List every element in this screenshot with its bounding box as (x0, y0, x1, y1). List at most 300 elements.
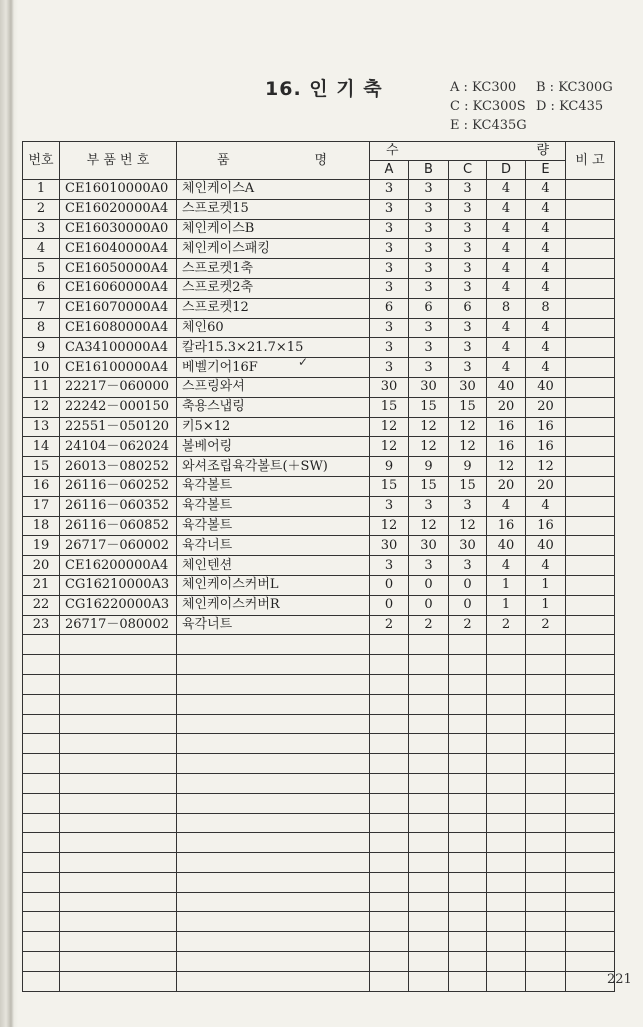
row-qty: 3 (370, 358, 409, 378)
row-qty: 15 (409, 476, 449, 496)
empty-cell (177, 734, 370, 754)
row-part-number: CE16060000A4 (60, 278, 177, 298)
empty-cell (409, 813, 449, 833)
empty-cell (566, 714, 615, 734)
empty-cell (526, 793, 566, 813)
empty-row (23, 674, 615, 694)
empty-cell (449, 892, 487, 912)
row-part-number: 26717－060002 (60, 536, 177, 556)
row-qty: 4 (487, 239, 526, 259)
empty-cell (23, 971, 60, 991)
row-qty: 16 (526, 516, 566, 536)
row-qty: 3 (449, 239, 487, 259)
row-remarks (566, 516, 615, 536)
row-qty: 40 (487, 377, 526, 397)
row-qty: 4 (487, 556, 526, 576)
empty-cell (23, 892, 60, 912)
row-part-number: CE16010000A0 (60, 180, 177, 200)
row-qty: 16 (487, 516, 526, 536)
model-code: B : KC300G (536, 80, 613, 95)
row-part-name: 베벨기어16F (177, 358, 370, 378)
row-qty: 40 (487, 536, 526, 556)
row-part-number: CG16220000A3 (60, 595, 177, 615)
empty-cell (487, 694, 526, 714)
row-part-name: 체인케이스패킹 (177, 239, 370, 259)
row-qty: 6 (409, 298, 449, 318)
empty-cell (566, 674, 615, 694)
empty-cell (23, 773, 60, 793)
empty-row (23, 754, 615, 774)
empty-row (23, 773, 615, 793)
row-remarks (566, 536, 615, 556)
row-qty: 12 (409, 516, 449, 536)
empty-cell (526, 912, 566, 932)
empty-cell (23, 932, 60, 952)
empty-cell (566, 892, 615, 912)
table-row (23, 437, 615, 457)
row-no: 22 (23, 595, 60, 615)
empty-cell (23, 674, 60, 694)
table-row (23, 397, 615, 417)
row-qty: 12 (526, 457, 566, 477)
empty-cell (487, 793, 526, 813)
row-qty: 40 (526, 536, 566, 556)
empty-cell (409, 833, 449, 853)
empty-cell (449, 971, 487, 991)
model-code: D : KC435 (536, 99, 604, 114)
row-remarks (566, 219, 615, 239)
row-part-number: CE16070000A4 (60, 298, 177, 318)
empty-cell (566, 793, 615, 813)
row-qty: 3 (409, 338, 449, 358)
row-part-number: CE16100000A4 (60, 358, 177, 378)
empty-cell (60, 734, 177, 754)
empty-cell (60, 971, 177, 991)
empty-cell (177, 833, 370, 853)
empty-cell (23, 872, 60, 892)
empty-cell (487, 932, 526, 952)
header-quantity-right: 량 (536, 143, 549, 158)
row-part-name: 체인케이스B (177, 219, 370, 239)
row-no: 15 (23, 457, 60, 477)
row-part-name: 칼라15.3×21.7×15 (177, 338, 370, 358)
empty-cell (23, 635, 60, 655)
row-remarks (566, 457, 615, 477)
header-part-number: 부 품 번 호 (60, 142, 177, 180)
row-qty: 12 (449, 516, 487, 536)
empty-cell (487, 655, 526, 675)
row-qty: 15 (370, 397, 409, 417)
row-no: 16 (23, 476, 60, 496)
empty-cell (526, 952, 566, 972)
row-qty: 4 (526, 556, 566, 576)
header-qty-col: C (449, 161, 487, 180)
row-part-number: CE16050000A4 (60, 259, 177, 279)
empty-cell (60, 674, 177, 694)
row-qty: 3 (449, 278, 487, 298)
row-remarks (566, 575, 615, 595)
row-qty: 2 (526, 615, 566, 635)
empty-cell (409, 734, 449, 754)
row-qty: 20 (487, 397, 526, 417)
empty-cell (23, 952, 60, 972)
row-qty: 4 (526, 318, 566, 338)
row-qty: 1 (526, 575, 566, 595)
row-qty: 3 (409, 239, 449, 259)
empty-cell (60, 892, 177, 912)
check-mark-icon: ✓ (298, 355, 309, 369)
empty-cell (23, 813, 60, 833)
row-qty: 6 (370, 298, 409, 318)
row-qty: 12 (370, 437, 409, 457)
row-qty: 3 (409, 318, 449, 338)
row-part-name: 체인케이스커버R (177, 595, 370, 615)
header-qty-col: A (370, 161, 409, 180)
empty-cell (23, 754, 60, 774)
empty-cell (409, 773, 449, 793)
empty-cell (60, 872, 177, 892)
row-qty: 12 (449, 437, 487, 457)
row-qty: 9 (370, 457, 409, 477)
empty-cell (449, 773, 487, 793)
row-remarks (566, 298, 615, 318)
row-qty: 3 (409, 219, 449, 239)
row-qty: 30 (409, 377, 449, 397)
empty-cell (566, 754, 615, 774)
empty-row (23, 714, 615, 734)
row-part-name: 축용스냅링 (177, 397, 370, 417)
row-qty: 12 (370, 417, 409, 437)
empty-row (23, 833, 615, 853)
table-row (23, 318, 615, 338)
empty-cell (449, 635, 487, 655)
empty-row (23, 813, 615, 833)
row-no: 9 (23, 338, 60, 358)
empty-cell (409, 912, 449, 932)
row-qty: 4 (487, 219, 526, 239)
table-row (23, 298, 615, 318)
row-qty: 0 (370, 575, 409, 595)
row-no: 10 (23, 358, 60, 378)
empty-cell (177, 793, 370, 813)
table-row (23, 536, 615, 556)
empty-cell (370, 674, 409, 694)
header-part-name (177, 142, 370, 180)
model-code: E : KC435G (450, 118, 527, 133)
table-row (23, 417, 615, 437)
empty-cell (370, 813, 409, 833)
empty-row (23, 635, 615, 655)
row-qty: 30 (409, 536, 449, 556)
row-qty: 3 (449, 180, 487, 200)
empty-cell (449, 754, 487, 774)
table-header (23, 142, 615, 180)
row-qty: 3 (370, 199, 409, 219)
table-row (23, 575, 615, 595)
empty-cell (526, 655, 566, 675)
empty-cell (449, 912, 487, 932)
empty-cell (370, 694, 409, 714)
row-part-number: CG16210000A3 (60, 575, 177, 595)
empty-cell (409, 793, 449, 813)
row-qty: 1 (487, 575, 526, 595)
row-qty: 4 (526, 358, 566, 378)
row-qty: 20 (526, 476, 566, 496)
empty-cell (487, 952, 526, 972)
row-qty: 15 (449, 397, 487, 417)
empty-cell (526, 932, 566, 952)
row-part-name: 체인케이스커버L (177, 575, 370, 595)
row-qty: 30 (370, 536, 409, 556)
empty-cell (526, 754, 566, 774)
empty-cell (566, 833, 615, 853)
row-part-number: 22217－060000 (60, 377, 177, 397)
table-row (23, 338, 615, 358)
empty-cell (449, 952, 487, 972)
row-remarks (566, 278, 615, 298)
empty-cell (370, 892, 409, 912)
empty-cell (449, 813, 487, 833)
empty-row (23, 952, 615, 972)
empty-cell (449, 853, 487, 873)
row-qty: 4 (526, 219, 566, 239)
empty-cell (566, 734, 615, 754)
empty-cell (409, 635, 449, 655)
row-remarks (566, 615, 615, 635)
empty-cell (526, 892, 566, 912)
empty-cell (370, 734, 409, 754)
empty-cell (177, 971, 370, 991)
row-remarks (566, 417, 615, 437)
empty-cell (60, 813, 177, 833)
row-qty: 15 (449, 476, 487, 496)
table-row (23, 239, 615, 259)
empty-cell (409, 952, 449, 972)
empty-cell (60, 833, 177, 853)
empty-cell (177, 773, 370, 793)
empty-cell (60, 694, 177, 714)
empty-cell (409, 971, 449, 991)
row-qty: 3 (409, 180, 449, 200)
row-part-number: 22551－050120 (60, 417, 177, 437)
row-qty: 20 (526, 397, 566, 417)
row-qty: 3 (370, 259, 409, 279)
empty-cell (409, 674, 449, 694)
empty-cell (409, 754, 449, 774)
row-qty: 3 (449, 358, 487, 378)
row-qty: 15 (370, 476, 409, 496)
empty-cell (370, 773, 409, 793)
row-part-name: 와셔조립육각볼트(＋SW) (177, 457, 370, 477)
header-no: 번호 (23, 142, 60, 180)
empty-cell (487, 714, 526, 734)
row-qty: 2 (370, 615, 409, 635)
table-body (23, 180, 615, 992)
row-remarks (566, 199, 615, 219)
row-remarks (566, 556, 615, 576)
header-remarks: 비 고 (566, 142, 615, 180)
row-qty: 30 (370, 377, 409, 397)
row-qty: 3 (449, 338, 487, 358)
empty-cell (370, 714, 409, 734)
empty-cell (60, 952, 177, 972)
row-qty: 3 (370, 338, 409, 358)
row-qty: 0 (409, 575, 449, 595)
row-remarks (566, 358, 615, 378)
row-no: 4 (23, 239, 60, 259)
model-legend-row (450, 116, 630, 135)
empty-cell (487, 674, 526, 694)
row-qty: 3 (409, 556, 449, 576)
row-qty: 3 (370, 556, 409, 576)
empty-cell (526, 773, 566, 793)
empty-row (23, 971, 615, 991)
header-quantity (370, 142, 566, 161)
row-part-number: CE16030000A0 (60, 219, 177, 239)
row-no: 21 (23, 575, 60, 595)
row-qty: 3 (409, 358, 449, 378)
empty-cell (566, 952, 615, 972)
empty-row (23, 655, 615, 675)
empty-cell (370, 912, 409, 932)
row-no: 6 (23, 278, 60, 298)
empty-cell (23, 833, 60, 853)
row-part-number: 24104－062024 (60, 437, 177, 457)
empty-cell (23, 912, 60, 932)
empty-cell (177, 813, 370, 833)
empty-cell (177, 635, 370, 655)
empty-row (23, 853, 615, 873)
empty-cell (487, 833, 526, 853)
row-qty: 16 (487, 417, 526, 437)
row-part-number: 26116－060852 (60, 516, 177, 536)
table-row (23, 556, 615, 576)
row-no: 8 (23, 318, 60, 338)
empty-cell (449, 872, 487, 892)
empty-cell (177, 853, 370, 873)
page-title: 16. 인 기 축 (265, 78, 383, 100)
table-row (23, 199, 615, 219)
empty-cell (566, 932, 615, 952)
empty-cell (566, 912, 615, 932)
row-qty: 0 (409, 595, 449, 615)
empty-cell (409, 853, 449, 873)
empty-cell (409, 714, 449, 734)
empty-cell (526, 734, 566, 754)
empty-cell (487, 853, 526, 873)
empty-cell (566, 813, 615, 833)
empty-row (23, 793, 615, 813)
empty-cell (487, 971, 526, 991)
empty-cell (526, 872, 566, 892)
empty-cell (60, 714, 177, 734)
empty-cell (177, 872, 370, 892)
empty-cell (370, 952, 409, 972)
empty-cell (23, 853, 60, 873)
empty-cell (449, 714, 487, 734)
empty-cell (177, 932, 370, 952)
row-qty: 3 (370, 318, 409, 338)
empty-cell (60, 754, 177, 774)
row-qty: 4 (526, 496, 566, 516)
row-qty: 3 (409, 259, 449, 279)
empty-cell (177, 674, 370, 694)
row-qty: 16 (526, 437, 566, 457)
row-qty: 2 (409, 615, 449, 635)
empty-cell (60, 635, 177, 655)
row-qty: 16 (487, 437, 526, 457)
row-no: 13 (23, 417, 60, 437)
empty-cell (60, 932, 177, 952)
row-part-name: 스프로켓2축 (177, 278, 370, 298)
empty-cell (177, 952, 370, 972)
row-part-name: 볼베어링 (177, 437, 370, 457)
row-qty: 4 (526, 239, 566, 259)
row-part-number: 26013－080252 (60, 457, 177, 477)
empty-row (23, 872, 615, 892)
row-no: 23 (23, 615, 60, 635)
empty-cell (23, 655, 60, 675)
model-code: A : KC300 (450, 80, 517, 95)
row-qty: 4 (487, 338, 526, 358)
empty-cell (177, 714, 370, 734)
empty-row (23, 912, 615, 932)
row-qty: 3 (409, 278, 449, 298)
row-no: 11 (23, 377, 60, 397)
empty-cell (449, 833, 487, 853)
empty-cell (566, 853, 615, 873)
row-qty: 12 (370, 516, 409, 536)
row-part-name: 스프링와셔 (177, 377, 370, 397)
empty-cell (23, 793, 60, 813)
empty-cell (449, 694, 487, 714)
row-part-name: 육각볼트 (177, 516, 370, 536)
row-qty: 16 (526, 417, 566, 437)
row-qty: 40 (526, 377, 566, 397)
row-qty: 4 (487, 278, 526, 298)
empty-cell (487, 754, 526, 774)
empty-cell (177, 754, 370, 774)
row-part-number: CE16020000A4 (60, 199, 177, 219)
row-part-number: CE16040000A4 (60, 239, 177, 259)
empty-cell (526, 694, 566, 714)
model-code: C : KC300S (450, 99, 526, 114)
header-qty-col: E (526, 161, 566, 180)
empty-cell (60, 773, 177, 793)
row-no: 7 (23, 298, 60, 318)
empty-cell (526, 971, 566, 991)
row-qty: 8 (526, 298, 566, 318)
row-remarks (566, 496, 615, 516)
row-qty: 4 (526, 199, 566, 219)
table-row (23, 496, 615, 516)
row-qty: 3 (370, 219, 409, 239)
empty-cell (487, 635, 526, 655)
empty-cell (526, 833, 566, 853)
row-part-name: 체인60 (177, 318, 370, 338)
row-remarks (566, 397, 615, 417)
row-qty: 3 (449, 199, 487, 219)
row-remarks (566, 239, 615, 259)
empty-cell (526, 714, 566, 734)
row-part-name: 육각너트 (177, 615, 370, 635)
row-qty: 8 (487, 298, 526, 318)
row-qty: 2 (487, 615, 526, 635)
header-qty-col: B (409, 161, 449, 180)
empty-cell (370, 655, 409, 675)
row-qty: 4 (526, 259, 566, 279)
row-remarks (566, 180, 615, 200)
